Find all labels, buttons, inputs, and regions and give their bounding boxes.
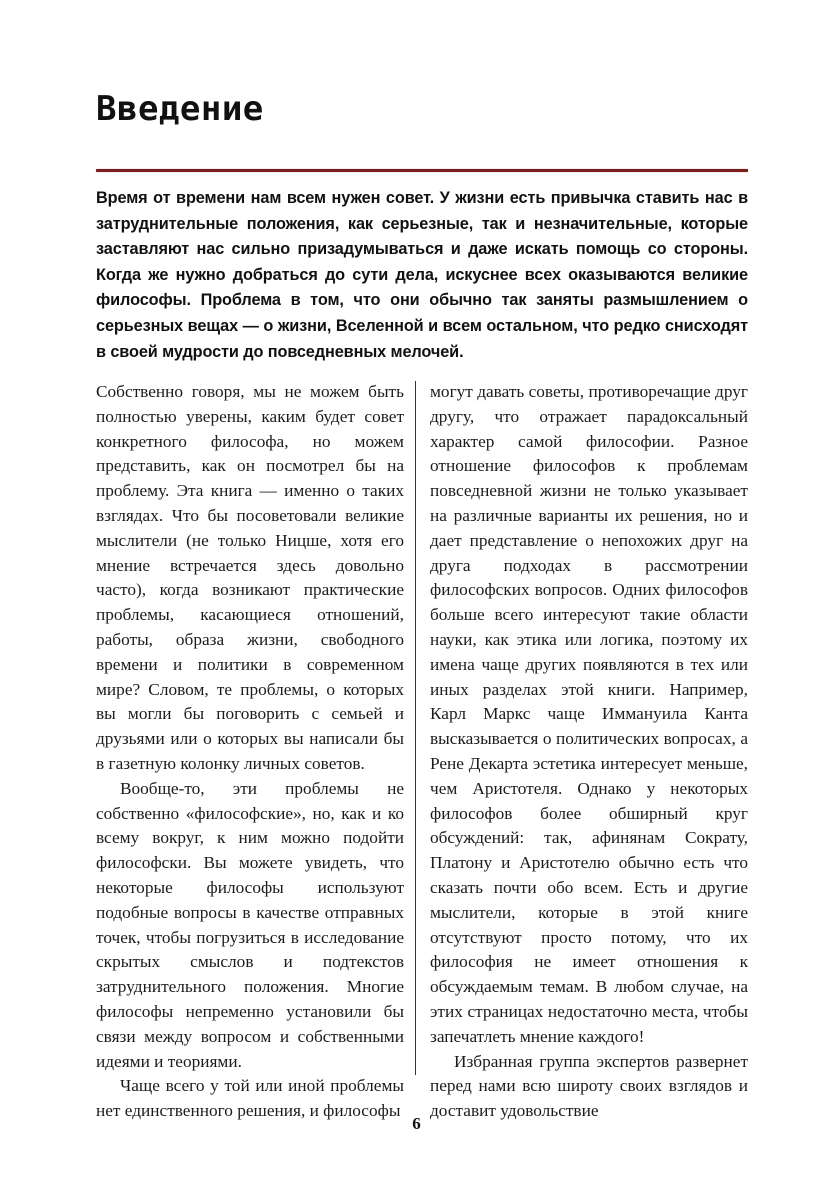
- right-column: [430, 380, 748, 1124]
- title-divider-rule: [96, 169, 748, 172]
- body-paragraph: Избранная группа экспертов развернет перед нами всю широту своих взглядов и доставит удовольствие: [430, 1051, 748, 1121]
- page-title: Введение: [96, 89, 264, 129]
- column-divider: [415, 381, 416, 1075]
- page-number: 6: [412, 1114, 421, 1133]
- body-paragraph: могут давать советы, противоречащие друг другу, что отражает парадоксальный характер самой философии. Разное отношение философов к проблемам повседневной жизни не только указывает на различные варианты их решения, но и дает представление о непохожих друг на друга подходах в рассмотрении философских вопросов. Одних философов больше всего интересуют такие области науки, как этика или логика, поэтому их имена чаще других появляются в тех или иных разделах этой книги. Например, Карл Маркс чаще Иммануила Канта высказывается о политических вопросах, а Рене Декарта эстетика интересует меньше, чем Аристотеля. Однако у некоторых философов более обширный круг обсуждений: так, афинянам Сократу, Платону и Аристотелю обычно есть что сказать почти обо всем. Есть и другие мыслители, которые в этой книге отсутствуют просто потому, что их философия не имеет отношения к обсуждаемым темам. В любом случае, на этих страницах недостаточно места, чтобы запечатлеть мнение каждого!: [430, 382, 748, 1046]
- body-paragraph: Чаще всего у той или иной проблемы нет единственного решения, и философы: [96, 1076, 404, 1121]
- body-paragraph: Собственно говоря, мы не можем быть полностью уверены, каким будет совет конкретного философа, но можем представить, как он посмотрел бы на проблему. Эта книга — именно о таких взглядах. Что бы посоветовали великие мыслители (не только Ницше, хотя его мнение встречается здесь довольно часто), когда возникают практические проблемы, касающиеся отношений, работы, образа жизни, свободного времени и политики в современном мире? Словом, те проблемы, о которых вы могли бы поговорить с семьей и друзьями или о которых вы написали бы в газетную колонку личных советов.: [96, 382, 404, 773]
- left-column: [96, 380, 404, 1124]
- body-paragraph: Вообще-то, эти проблемы не собственно «философские», но, как и ко всему вокруг, к ним можно подойти философски. Вы можете увидеть, что некоторые философы используют подобные вопросы в качестве отправных точек, чтобы погрузиться в исследование скрытых смыслов и подтекстов затруднительного положения. Многие философы непременно установили бы связи между вопросом и собственными идеями и теориями.: [96, 778, 404, 1071]
- lead-paragraph: Время от времени нам всем нужен совет. У жизни есть привычка ставить нас в затруднительные положения, как серьезные, так и незначительные, которые заставляют нас сильно призадумываться и даже искать помощь со стороны. Когда же нужно добраться до сути дела, искуснее всех оказываются великие философы. Проблема в том, что они обычно так заняты размышлением о серьезных вещах — о жизни, Вселенной и всем остальном, что редко снисходят в своей мудрости до повседневных мелочей.: [96, 189, 748, 361]
